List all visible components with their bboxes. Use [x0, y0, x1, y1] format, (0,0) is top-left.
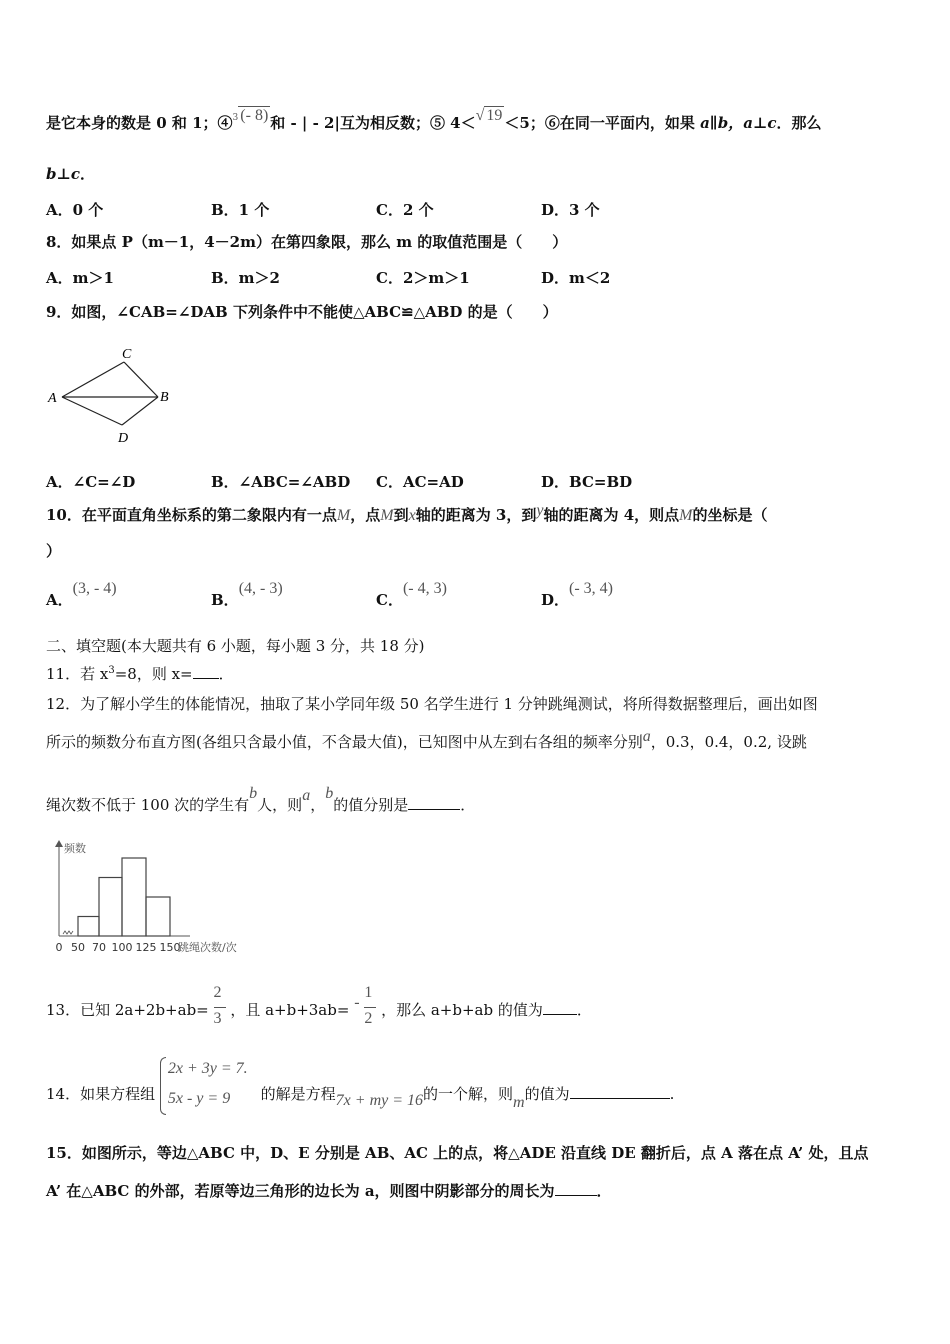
q7-l2-end: ．	[80, 165, 96, 183]
q9-option-b[interactable]: B．∠ABC=∠ABD	[211, 473, 351, 491]
q8-option-b[interactable]: B．m＞2	[211, 269, 280, 287]
histogram-bar-50-70	[78, 917, 99, 937]
q7-line2	[46, 164, 95, 184]
q12-text-end: ．	[460, 796, 476, 814]
histogram-bar-70-100	[99, 878, 122, 937]
section-heading: 二、填空题(本大题共有 6 小题，每小题 3 分，共 18 分)	[46, 637, 425, 655]
option-value: (- 3, 4)	[569, 580, 613, 597]
option-letter: C．	[376, 591, 403, 609]
q9-option-a[interactable]: A．∠C=∠D	[46, 473, 136, 491]
axis-break-icon	[63, 931, 73, 934]
equation-2: 5x - y = 9	[167, 1090, 231, 1107]
equation-system	[160, 1060, 256, 1107]
q10-stem	[46, 502, 768, 526]
q10-var-y: y	[536, 502, 544, 519]
q7-text-b: 和 - | - 2|互为相反数；⑤ 4＜	[270, 114, 476, 132]
q10-text-f: 的坐标是（	[692, 506, 768, 524]
q11-text-a: 11．若 x	[46, 665, 109, 683]
q12-text-d: 人，则	[257, 796, 303, 814]
q9-option-c[interactable]: C．AC=AD	[376, 473, 464, 491]
q14-text-b: 的解是方程	[260, 1085, 336, 1103]
label-c: C	[122, 347, 132, 362]
q14	[46, 1060, 675, 1111]
q15-answer-blank[interactable]	[555, 1181, 597, 1196]
left-brace	[160, 1057, 166, 1115]
q14-text-end: .	[669, 1085, 675, 1103]
q7-text-c: ＜5；⑥在同一平面内，如果	[504, 114, 701, 132]
equation-1-end: .	[243, 1060, 248, 1077]
sqrt-body: 19	[486, 107, 503, 124]
root-body: (- 8)	[240, 107, 269, 124]
q11-text-b: =8，则 x=	[114, 665, 193, 683]
q12-text-b: ，0.3，0.4，0.2, 设跳	[650, 733, 807, 751]
q7-option-d[interactable]: D．3 个	[541, 201, 600, 219]
q10-text-d: 轴的距离为 3，到	[415, 506, 537, 524]
q12-var-a2: a	[302, 787, 311, 804]
q10-text-c: 到	[393, 506, 409, 524]
q7-l2: b⊥c	[46, 165, 81, 183]
x-tick-label: 100	[111, 941, 133, 954]
q13-text-c: ，那么 a+b+ab 的值为	[381, 1001, 543, 1019]
fraction-numerator: 1	[364, 984, 373, 1001]
q7-text-e: ．那么	[776, 114, 822, 132]
q15-text: A’ 在△ABC 的外部，若原等边三角形的边长为 a，则图中阴影部分的周长为	[46, 1182, 555, 1200]
x-tick-label: 0	[55, 941, 63, 954]
q8-option-c[interactable]: C．2＞m＞1	[376, 269, 470, 287]
q10-option-d[interactable]	[541, 580, 613, 610]
q10-var-m3: M	[679, 507, 693, 524]
q11	[46, 661, 234, 684]
histogram-bar-125-150	[146, 897, 170, 936]
x-tick-label: 125	[135, 941, 157, 954]
q10-text-b: ，点	[350, 506, 381, 524]
equation-1-text: 2x + 3y = 7	[167, 1060, 244, 1077]
q13-answer-blank[interactable]	[543, 1000, 577, 1015]
q13-text-end: ．	[576, 1001, 592, 1019]
equation-1	[168, 1059, 248, 1079]
q13	[46, 984, 592, 1027]
option-value: (4, - 3)	[238, 580, 283, 597]
q12-answer-blank[interactable]	[408, 795, 460, 810]
minus-sign: -	[354, 994, 360, 1011]
option-value: (3, - 4)	[72, 580, 117, 597]
x-axis-label: 跳绳次数/次	[178, 941, 237, 954]
q9-stem: 9．如图，∠CAB=∠DAB 下列条件中不能使△ABC≌△ABD 的是（ ）	[46, 303, 558, 321]
q12-line2	[46, 728, 807, 753]
q14-text-c: 的一个解，则	[423, 1085, 514, 1103]
q10-var-m2: M	[380, 507, 394, 524]
q15-line1: 15．如图所示，等边△ABC 中，D、E 分别是 AB、AC 上的点，将△ADE 沿直线 DE 翻折后，点 A 落在点 A’ 处，且点	[46, 1144, 869, 1162]
q11-exponent: 3	[108, 665, 115, 676]
fraction-denominator: 2	[364, 1010, 373, 1027]
option-letter: B．	[211, 591, 239, 609]
q12-line3	[46, 785, 476, 816]
q8-option-d[interactable]: D．m＜2	[541, 269, 611, 287]
q12-text-e: 的值分别是	[333, 796, 409, 814]
q12-text-a: 所示的频数分布直方图(各组只含最小值，不含最大值)，已知图中从左到右各组的频率分别	[46, 733, 643, 751]
q7-option-c[interactable]: C．2 个	[376, 201, 434, 219]
sqrt-expression: √ 19	[475, 107, 503, 124]
q9-figure	[40, 340, 190, 450]
q10-close: ）	[46, 542, 62, 560]
q9-option-d[interactable]: D．BC=BD	[541, 473, 633, 491]
q15-line2	[46, 1181, 612, 1201]
root-index: 3	[232, 113, 239, 123]
q10-option-c[interactable]	[376, 580, 447, 610]
q7-line1	[46, 107, 822, 136]
q12-line1: 12．为了解小学生的体能情况，抽取了某小学同年级 50 名学生进行 1 分钟跳绳测试，将所得数据整理后，画出如图	[46, 695, 818, 713]
q10-var-m1: M	[336, 507, 351, 524]
q8-option-a[interactable]: A．m＞1	[46, 269, 114, 287]
option-value: (- 4, 3)	[402, 580, 447, 597]
q12-var-b2: b	[325, 785, 334, 802]
q10-option-a[interactable]	[46, 580, 117, 610]
x-tick-label: 150	[159, 941, 181, 954]
q14-text-d: 的值为	[524, 1085, 570, 1103]
y-axis-arrow	[55, 840, 63, 847]
q7-option-b[interactable]: B．1 个	[211, 201, 270, 219]
q14-var-m: m	[513, 1094, 525, 1111]
option-letter: D．	[541, 591, 570, 609]
q10-var-x: x	[408, 507, 416, 524]
q13-text-a: 13．已知 2a+2b+ab=	[46, 1001, 209, 1019]
histogram-bar-100-125	[122, 858, 146, 936]
cube-root-expression	[233, 105, 271, 128]
q12-var-a: a	[642, 728, 651, 745]
label-b: B	[160, 390, 169, 405]
q10-option-b[interactable]	[211, 580, 283, 610]
q7-option-a[interactable]: A．0 个	[46, 201, 104, 219]
q11-text-c: ．	[218, 665, 234, 683]
option-letter: A．	[46, 591, 73, 609]
q14-text-a: 14．如果方程组	[46, 1085, 156, 1103]
equation-3: 7x + my = 16	[335, 1092, 424, 1109]
q11-answer-blank[interactable]	[193, 664, 219, 679]
q15-text-end: ．	[596, 1182, 612, 1200]
frequency-histogram	[40, 838, 260, 960]
x-tick-label: 50	[71, 941, 85, 954]
q7-text-d: a∥b，a⊥c	[700, 114, 777, 132]
q8-stem: 8．如果点 P（m－1，4－2m）在第四象限，那么 m 的取值范围是（ ）	[46, 233, 568, 251]
label-a: A	[48, 391, 57, 406]
q10-text-e: 轴的距离为 4，则点	[543, 506, 680, 524]
q10-text-a: 10．在平面直角坐标系的第二象限内有一点	[46, 506, 337, 524]
q12-var-b: b	[249, 785, 258, 802]
x-tick-label: 70	[92, 941, 106, 954]
q7-text-a: 是它本身的数是 0 和 1；④	[46, 114, 233, 132]
fraction-numerator: 2	[213, 984, 222, 1001]
fraction-denominator: 3	[213, 1010, 222, 1027]
label-d: D	[118, 431, 129, 446]
q14-answer-blank[interactable]	[570, 1084, 670, 1099]
q12-text-c: 绳次数不低于 100 次的学生有	[46, 796, 250, 814]
q12-comma: ，	[310, 796, 326, 814]
q13-text-b: ，且 a+b+3ab=	[230, 1001, 350, 1019]
y-axis-label: 频数	[64, 842, 86, 855]
